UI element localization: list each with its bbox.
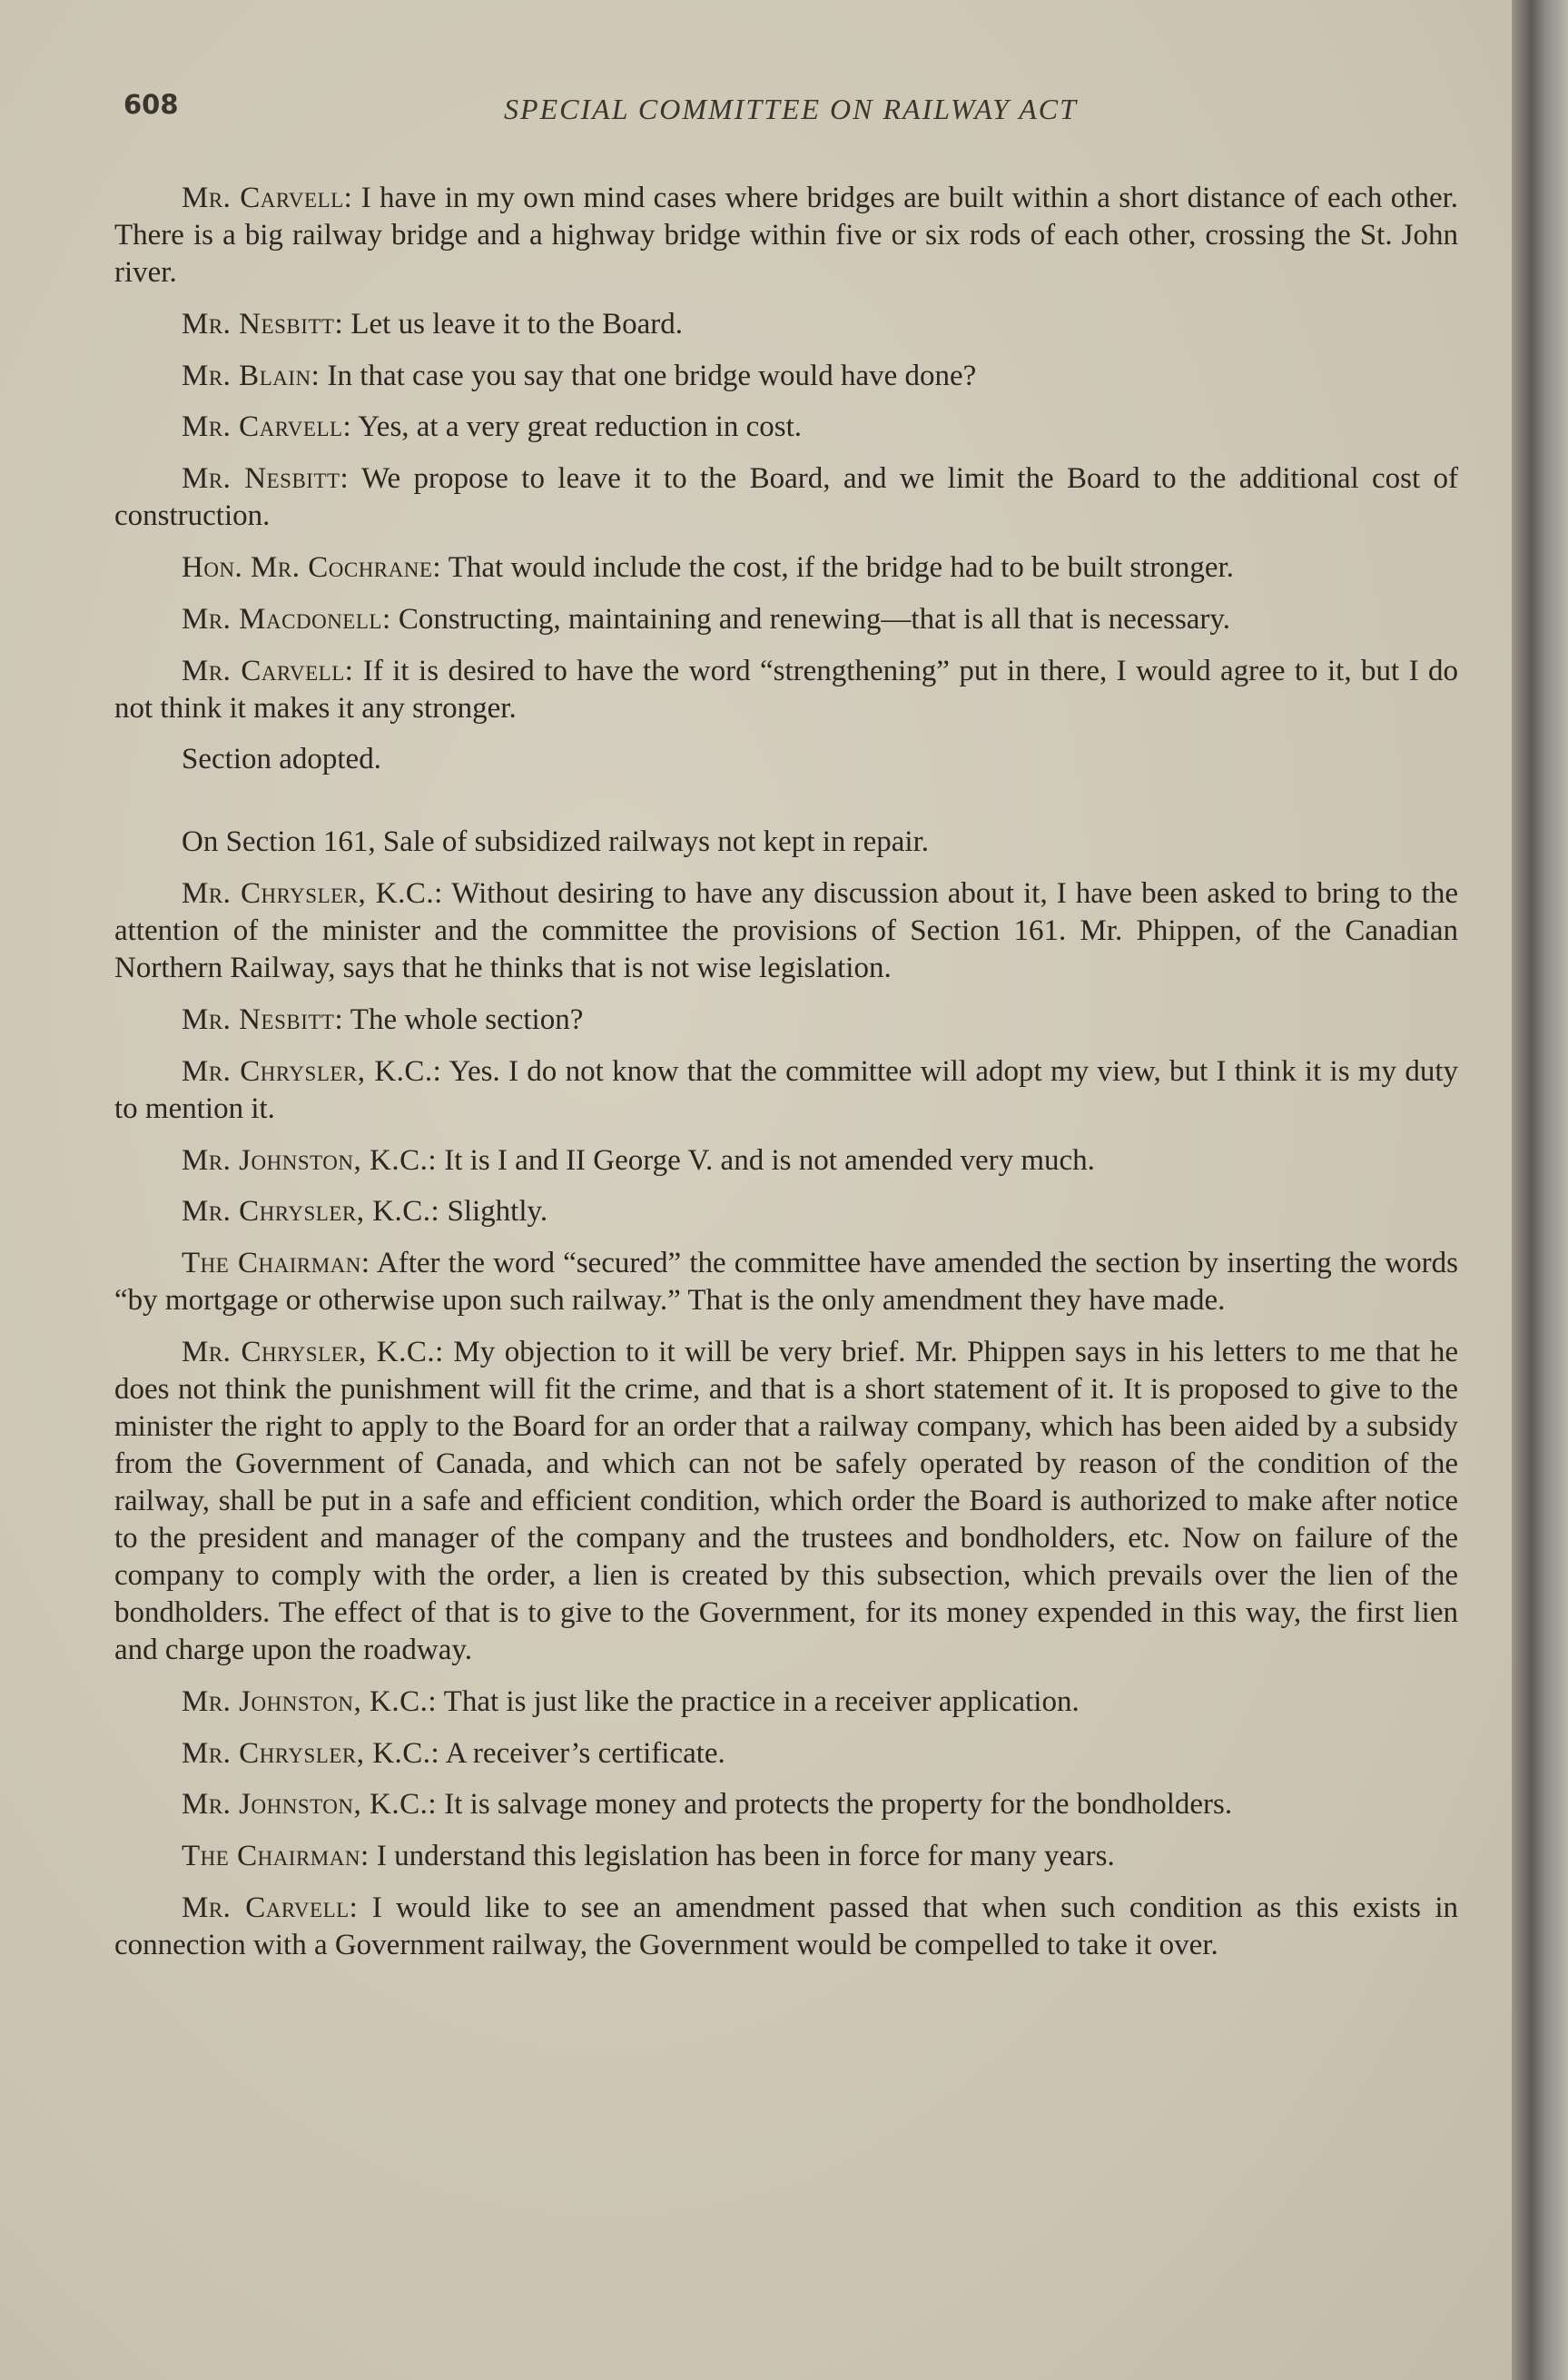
speech-text: That is just like the practice in a receiver application. [443,1684,1080,1718]
speech-text: It is salvage money and protects the property for the bondholders. [444,1788,1233,1822]
speech-text: Constructing, maintaining and renewing—that is all that is necessary. [398,602,1231,636]
speaker-name: Mr. Chrysler, K.C.: [182,877,443,911]
speech-text: We propose to leave it to the Board, and we limit the Board to the additional cost of construction. [114,462,1458,533]
note-text: Section adopted. [182,743,381,776]
page-header [123,89,1458,134]
speaker-name: Mr. Carvell: [182,1891,359,1924]
transcript-paragraph [114,875,1458,987]
speaker-name: Mr. Johnston, K.C.: [182,1684,438,1718]
speaker-name: The Chairman: [182,1247,370,1280]
page-number: 608 [123,89,179,120]
transcript-paragraph [114,358,1458,395]
speaker-name: Mr. Johnston, K.C.: [182,1788,438,1822]
speaker-name: Mr. Macdonell: [182,602,391,636]
running-head: SPECIAL COMMITTEE ON RAILWAY ACT [504,93,1078,125]
transcript-body [114,180,1458,1979]
speaker-name: Mr. Johnston, K.C.: [182,1143,438,1177]
book-gutter [1512,0,1568,2380]
speech-text: I understand this legislation has been in force for many years. [376,1840,1115,1873]
speech-text: Yes, at a very great reduction in cost. [358,410,803,444]
speaker-name: Hon. Mr. Cochrane: [182,550,442,584]
speech-text: My objection to it will be very brief. Mr. Phippen says in his letters to me that he does not think the punishment will fit the crime, and that is a short statement of it. It is proposed to give to the minister the right to apply to the Board for an order that a railway company, which has been aided by a subsidy from the Government of Canada, and which can not be safely operated by reason of the condition of the railway, shall be put in a safe and efficient condition, which order the Board is authorized to make after notice to the president and manager of the company and the trustees and bondholders, etc. Now on failure of the company to comply with the order, a lien is created by this subsection, which prevails over the lien of the bondholders. The effect of that is to give to the Government, for its money expended in this way, the first lien and charge upon the roadway. [114,1335,1459,1666]
transcript-paragraph [114,1786,1458,1823]
transcript-paragraph [114,601,1458,638]
transcript-paragraph [114,180,1458,291]
speaker-name: Mr. Chrysler, K.C.: [182,1335,444,1368]
speaker-name: Mr. Blain: [182,359,321,392]
speech-text: Yes. I do not know that the committee will adopt my view, but I think it is my duty to mention it. [114,1054,1459,1125]
speech-text: If it is desired to have the word “strengthening” put in there, I would agree to it, but I do not think it makes it any stronger. [114,654,1459,725]
speech-text: Without desiring to have any discussion about it, I have been asked to bring to the attention of the minister and the committee the provisions of Section 161. Mr. Phippen, of the Canadian Northern Railway, says that he thinks that is not wise legislation. [114,877,1459,985]
transcript-paragraph [114,549,1458,587]
transcript-paragraph [114,1684,1458,1721]
speaker-name: Mr. Nesbitt: [182,462,350,496]
speaker-name: Mr. Carvell: [182,654,354,687]
transcript-paragraph [114,1245,1458,1319]
transcript-paragraph [114,460,1458,535]
speaker-name: Mr. Nesbitt: [182,307,344,341]
speaker-name: Mr. Chrysler, K.C.: [182,1054,442,1088]
section-heading [114,824,1458,861]
transcript-paragraph [114,1735,1458,1773]
speaker-name: Mr. Chrysler, K.C.: [182,1736,440,1770]
speech-text: After the word “secured” the committee have amended the section by inserting the words “by mortgage or otherwise upon such railway.” That is the only amendment they have made. [114,1247,1458,1318]
speech-text: The whole section? [350,1002,584,1036]
speaker-name: The Chairman: [182,1840,370,1873]
transcript-paragraph [114,1334,1458,1669]
section-heading-text: On Section 161, Sale of subsidized railways not kept in repair. [182,825,930,859]
speech-text: Let us leave it to the Board. [350,307,684,341]
transcript-paragraph [114,1838,1458,1875]
speech-text: That would include the cost, if the bridge had to be built stronger. [448,550,1234,584]
speech-text: In that case you say that one bridge would have done? [327,359,977,392]
speaker-name: Mr. Chrysler, K.C.: [182,1195,440,1229]
speaker-name: Mr. Carvell: [182,182,353,214]
transcript-paragraph [114,1890,1458,1964]
speech-text: I have in my own mind cases where bridges are built within a short distance of each other. There is a big railway bridge and a highway bridge within five or six rods of each other, crossing the St. John river. [114,182,1459,289]
transcript-paragraph [114,409,1458,446]
transcript-paragraph [114,1142,1458,1180]
speech-text: A receiver’s certificate. [445,1736,725,1770]
speech-text: Slightly. [447,1195,548,1229]
transcript-paragraph [114,306,1458,343]
speaker-name: Mr. Carvell: [182,410,352,444]
transcript-paragraph [114,653,1458,727]
speech-text: It is I and II George V. and is not amended very much. [444,1143,1095,1177]
transcript-paragraph [114,1053,1458,1128]
speaker-name: Mr. Nesbitt: [182,1002,344,1036]
transcript-paragraph [114,1193,1458,1230]
speech-text: I would like to see an amendment passed that when such condition as this exists in connection with a Government railway, the Government would be compelled to take it over. [114,1891,1458,1961]
section-adopted-note [114,741,1458,778]
transcript-paragraph [114,1002,1458,1039]
